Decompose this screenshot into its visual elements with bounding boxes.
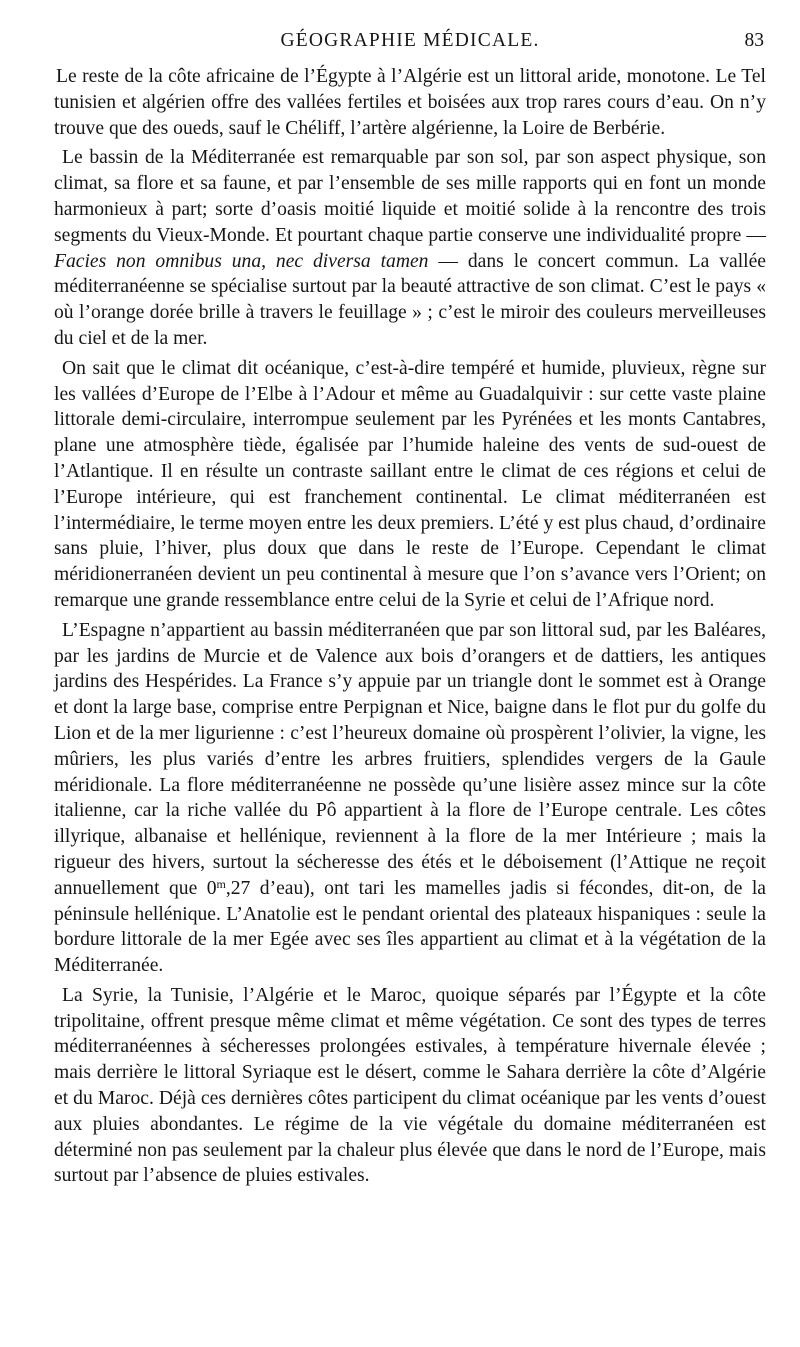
paragraph-2-text-end: — dans le concert commun. La vallée méditerranéenne se spécialise surtout par la beauté attractive de son climat. C’est le pays « où l’orange dorée brille à travers le feuillage » ; c’est le miroir des couleurs merveilleuses du ciel et de la mer. (54, 250, 766, 349)
latin-quotation: Facies non omnibus una, nec diversa tamen (54, 250, 429, 272)
paragraph-2 (54, 145, 766, 351)
paragraph-4 (54, 618, 766, 979)
paragraph-4-text-end: ,27 d’eau), ont tari les mamelles jadis si fécondes, dit-on, de la péninsule hellénique. L’Anatolie est le pendant oriental des plateaux hispaniques : seule la bordure littorale de la mer Egée avec ses îles appartient au climat et à la végétation de la Méditerranée. (54, 877, 767, 977)
body-text (54, 64, 766, 1189)
running-header (54, 28, 766, 64)
paragraph-4-text-start: L’Espagne n’appartient au bassin méditerranéen que par son littoral sud, par les Baléares, par les jardins de Murcie et de Valence aux bois d’orangers et de dattiers, les antiques jardins des Hespérides. La France s’y appuie par un triangle dont le sommet est à Orange et dont la large base, comprise entre Perpignan et Nice, baigne dans le flot pur du golfe du Lion et de la mer ligurienne : c’est l’heureux domaine où prospèrent l’olivier, la vigne, les mûriers, les plus variés d’entre les arbres fruitiers, splendides vergers de la Gaule méridionale. La flore méditerranéenne ne possède qu’une lisière assez mince sur la côte italienne, car la riche vallée du Pô appartient à la flore de l’Europe centrale. Les côtes illyrique, albanaise et hellénique, reviennent à la flore de la mer Intérieure ; mais la rigueur des hivers, surtout la sécheresse des étés et le déboisement (l’Attique ne reçoit annuellement que 0 (54, 619, 766, 899)
book-page (54, 28, 766, 1193)
page-number: 83 (744, 30, 764, 51)
paragraph-5: La Syrie, la Tunisie, l’Algérie et le Maroc, quoique séparés par l’Égypte et la côte tripolitaine, offrent presque même climat et même végétation. Ce sont des types de terres méditerranéennes à sécheresses prolongées estivales, à température hivernale élevée ; mais derrière le littoral Syriaque est le désert, comme le Sahara derrière la côte d’Algérie et du Maroc. Déjà ces dernières côtes participent du climat océanique par les vents d’ouest aux pluies abondantes. Le régime de la vie végétale du domaine méditerranéen est déterminé non pas seulement par la chaleur plus élevée que dans le nord de l’Europe, mais surtout par l’absence de pluies estivales. (54, 984, 766, 1187)
meter-unit-superscript: m (216, 876, 226, 891)
paragraph-1: Le reste de la côte africaine de l’Égypte à l’Algérie est un littoral aride, monotone. Le Tel tunisien et algérien offre des vallées fertiles et boisées aux trop rares cours d’eau. On n’y trouve que des oueds, sauf le Chéliff, l’artère algérienne, la Loire de Berbérie. (54, 66, 766, 139)
running-title: GÉOGRAPHIE MÉDICALE. (280, 30, 540, 51)
paragraph-3: On sait que le climat dit océanique, c’est-à-dire tempéré et humide, pluvieux, règne sur les vallées d’Europe de l’Elbe à l’Adour et même au Guadalquivir : sur cette vaste plaine littorale demi-circulaire, interrompue seulement par les Pyrénées et les monts Cantabres, plane une atmosphère tiède, égalisée par l’humide haleine des vents de sud-ouest de l’Atlantique. Il en résulte un contraste saillant entre le climat de ces régions et celui de l’Europe intérieure, qui est franchement continental. Le climat méditerranéen est l’intermédiaire, le terme moyen entre les deux premiers. L’été y est plus chaud, d’ordinaire sans pluie, l’hiver, plus doux que dans le reste de l’Europe. Cependant le climat méridionerranéen devient un peu continental à mesure que l’on s’avance vers l’Orient; on remarque une grande ressemblance entre celui de la Syrie et celui de l’Afrique nord. (54, 357, 767, 611)
paragraph-2-text-start: Le bassin de la Méditerranée est remarquable par son sol, par son aspect physique, son climat, sa flore et sa faune, et par l’ensemble de ses mille rapports qui en font un monde harmonieux à part; sorte d’oasis moitié liquide et moitié solide à la rencontre des trois segments du Vieux-Monde. Et pourtant chaque partie conserve une individualité propre — (54, 147, 766, 246)
